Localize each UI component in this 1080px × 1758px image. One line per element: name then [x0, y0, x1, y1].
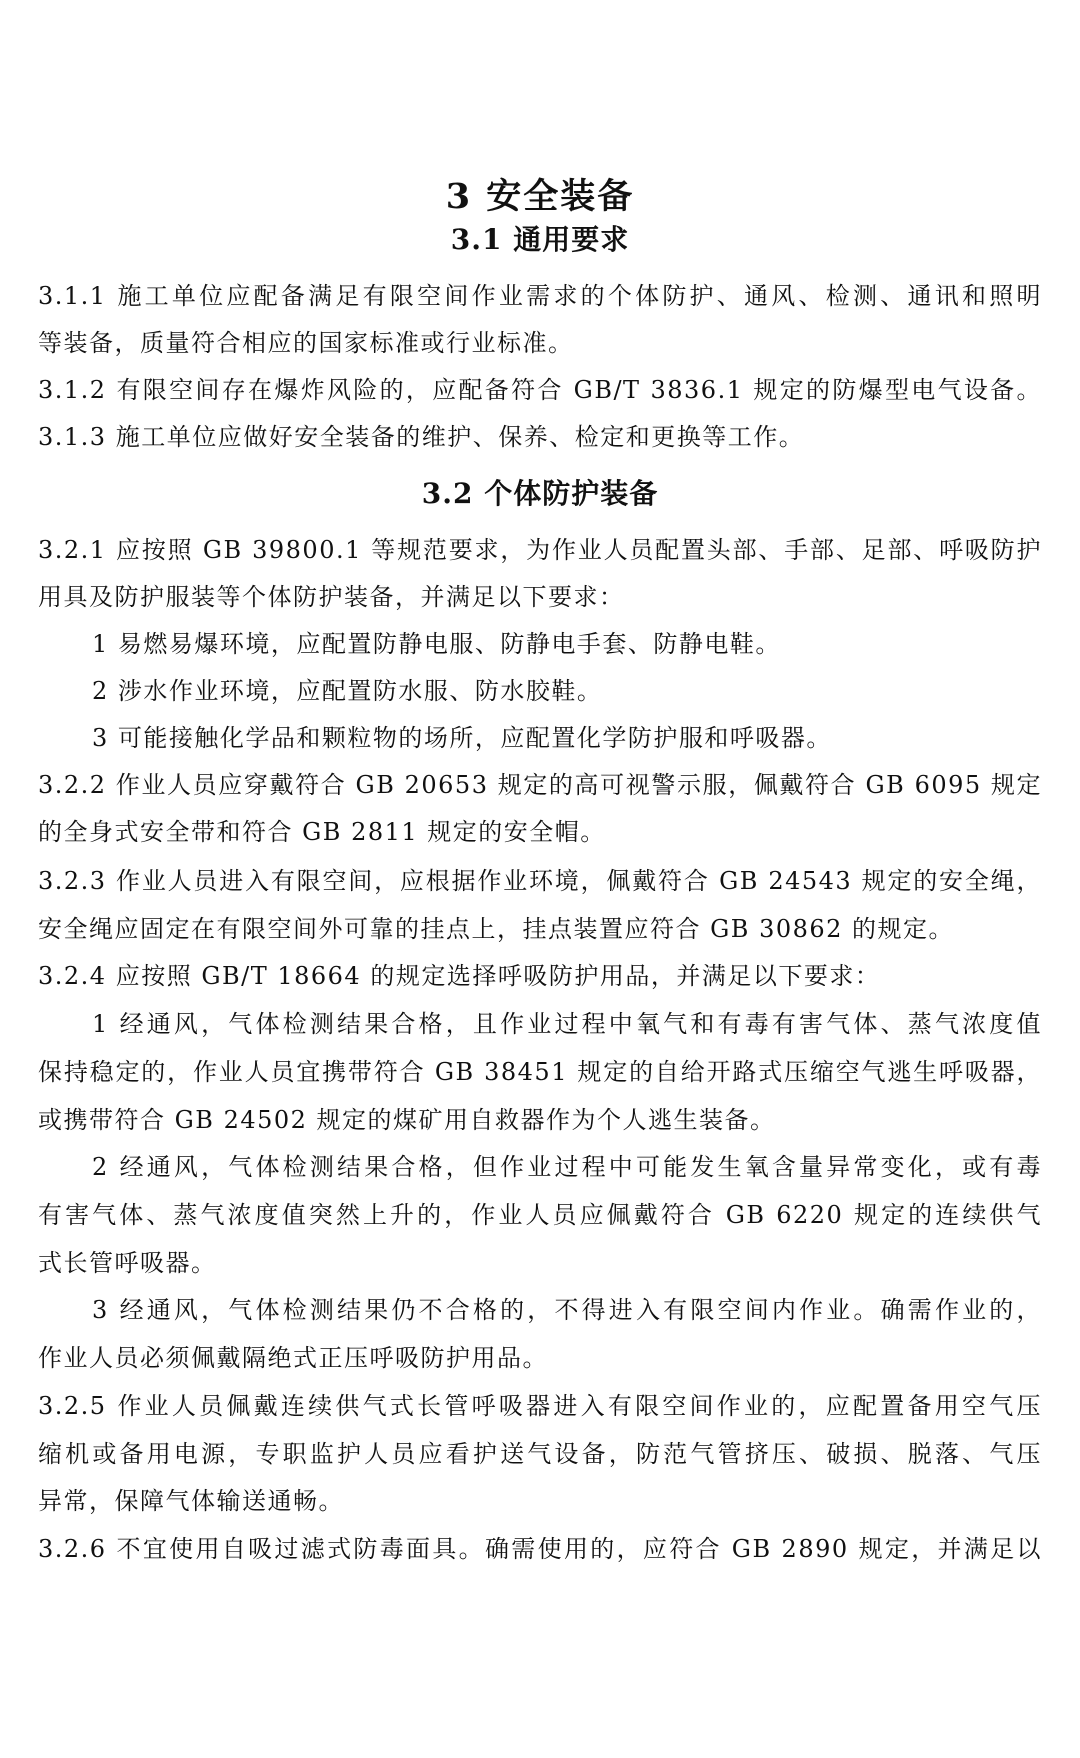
paragraph-line: 保持稳定的，作业人员宜携带符合 GB 38451 规定的自给开路式压缩空气逃生呼吸器， [38, 1058, 1042, 1086]
section-heading-3-2: 3.2 个体防护装备 [421, 477, 659, 510]
paragraph-line: 缩机或备用电源，专职监护人员应看护送气设备，防范气管挤压、破损、脱落、气压 [38, 1440, 1042, 1468]
paragraph-line: 3.2.3 作业人员进入有限空间，应根据作业环境，佩戴符合 GB 24543 规定的安全绳， [38, 867, 1042, 895]
paragraph-line: 3.2.1 应按照 GB 39800.1 等规范要求，为作业人员配置头部、手部、足部、呼吸防护 [38, 536, 1042, 564]
paragraph-line: 3.2.5 作业人员佩戴连续供气式长管呼吸器进入有限空间作业的，应配置备用空气压 [38, 1392, 1042, 1420]
paragraph-line: 或携带符合 GB 24502 规定的煤矿用自救器作为个人逃生装备。 [38, 1106, 776, 1134]
paragraph-line: 异常，保障气体输送通畅。 [38, 1487, 344, 1515]
chapter-heading: 3 安全装备 [445, 176, 635, 217]
list-item: 1 经通风，气体检测结果合格，且作业过程中氧气和有毒有害气体、蒸气浓度值 [92, 1010, 1042, 1038]
list-item: 3 可能接触化学品和颗粒物的场所，应配置化学防护服和呼吸器。 [92, 724, 832, 752]
paragraph-line: 作业人员必须佩戴隔绝式正压呼吸防护用品。 [38, 1344, 548, 1372]
paragraph-line: 等装备，质量符合相应的国家标准或行业标准。 [38, 329, 574, 357]
list-item: 3 经通风，气体检测结果仍不合格的，不得进入有限空间内作业。确需作业的， [92, 1296, 1042, 1324]
paragraph-line: 用具及防护服装等个体防护装备，并满足以下要求： [38, 583, 625, 611]
section-heading-3-1: 3.1 通用要求 [450, 223, 630, 256]
paragraph-line: 3.2.2 作业人员应穿戴符合 GB 20653 规定的高可视警示服，佩戴符合 GB 6095 规定 [38, 771, 1042, 799]
paragraph-line: 3.2.4 应按照 GB/T 18664 的规定选择呼吸防护用品，并满足以下要求： [38, 962, 881, 990]
list-item: 2 经通风，气体检测结果合格，但作业过程中可能发生氧含量异常变化，或有毒 [92, 1153, 1042, 1181]
paragraph-line: 的全身式安全带和符合 GB 2811 规定的安全帽。 [38, 818, 606, 846]
paragraph-line: 3.1.1 施工单位应配备满足有限空间作业需求的个体防护、通风、检测、通讯和照明 [38, 282, 1042, 310]
paragraph-line: 3.1.3 施工单位应做好安全装备的维护、保养、检定和更换等工作。 [38, 423, 805, 451]
paragraph-line: 式长管呼吸器。 [38, 1249, 217, 1277]
paragraph-line: 安全绳应固定在有限空间外可靠的挂点上，挂点装置应符合 GB 30862 的规定。 [38, 915, 955, 943]
paragraph-line: 有害气体、蒸气浓度值突然上升的，作业人员应佩戴符合 GB 6220 规定的连续供气 [38, 1201, 1042, 1229]
list-item: 1 易燃易爆环境，应配置防静电服、防静电手套、防静电鞋。 [92, 630, 781, 658]
paragraph-line: 3.2.6 不宜使用自吸过滤式防毒面具。确需使用的，应符合 GB 2890 规定，并满足以 [38, 1535, 1042, 1563]
paragraph-line: 3.1.2 有限空间存在爆炸风险的，应配备符合 GB/T 3836.1 规定的防爆型电气设备。 [38, 376, 1042, 404]
list-item: 2 涉水作业环境，应配置防水服、防水胶鞋。 [92, 677, 603, 705]
